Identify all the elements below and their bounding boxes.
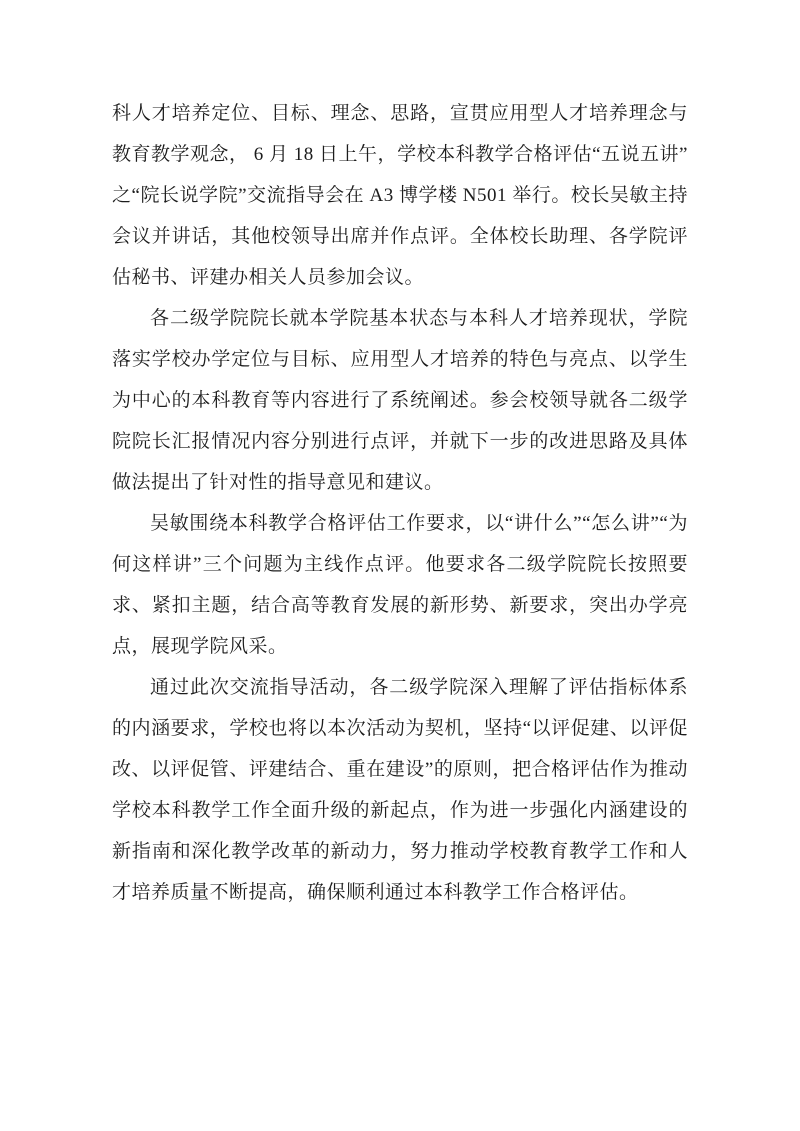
document-body [112,93,688,913]
body-paragraph: 通过此次交流指导活动，各二级学院深入理解了评估指标体系的内涵要求，学校也将以本次活动为契机，坚持“以评促建、以评促改、以评促管、评建结合、重在建设”的原则，把合格评估作为推动学校本科教学工作全面升级的新起点，作为进一步强化内涵建设的新指南和深化教学改革的新动力，努力推动学校教育教学工作和人才培养质量不断提高，确保顺利通过本科教学工作合格评估。 [112,677,688,903]
body-paragraph: 各二级学院院长就本学院基本状态与本科人才培养现状，学院落实学校办学定位与目标、应用型人才培养的特色与亮点、以学生为中心的本科教育等内容进行了系统阐述。参会校领导就各二级学院院长汇报情况内容分别进行点评，并就下一步的改进思路及具体做法提出了针对性的指导意见和建议。 [112,308,688,493]
body-paragraph-continuation: 科人才培养定位、目标、理念、思路，宣贯应用型人才培养理念与教育教学观念， 6 月 18 日上午，学校本科教学合格评估“五说五讲”之“院长说学院”交流指导会在 A3 博学楼 N501 举行。校长吴敏主持会议并讲话，其他校领导出席并作点评。全体校长助理、各学院评估秘书、评建办相关人员参加会议。 [112,103,688,288]
body-paragraph: 吴敏围绕本科教学合格评估工作要求，以“讲什么”“怎么讲”“为何这样讲”三个问题为主线作点评。他要求各二级学院院长按照要求、紧扣主题，结合高等教育发展的新形势、新要求，突出办学亮点，展现学院风采。 [112,513,688,657]
